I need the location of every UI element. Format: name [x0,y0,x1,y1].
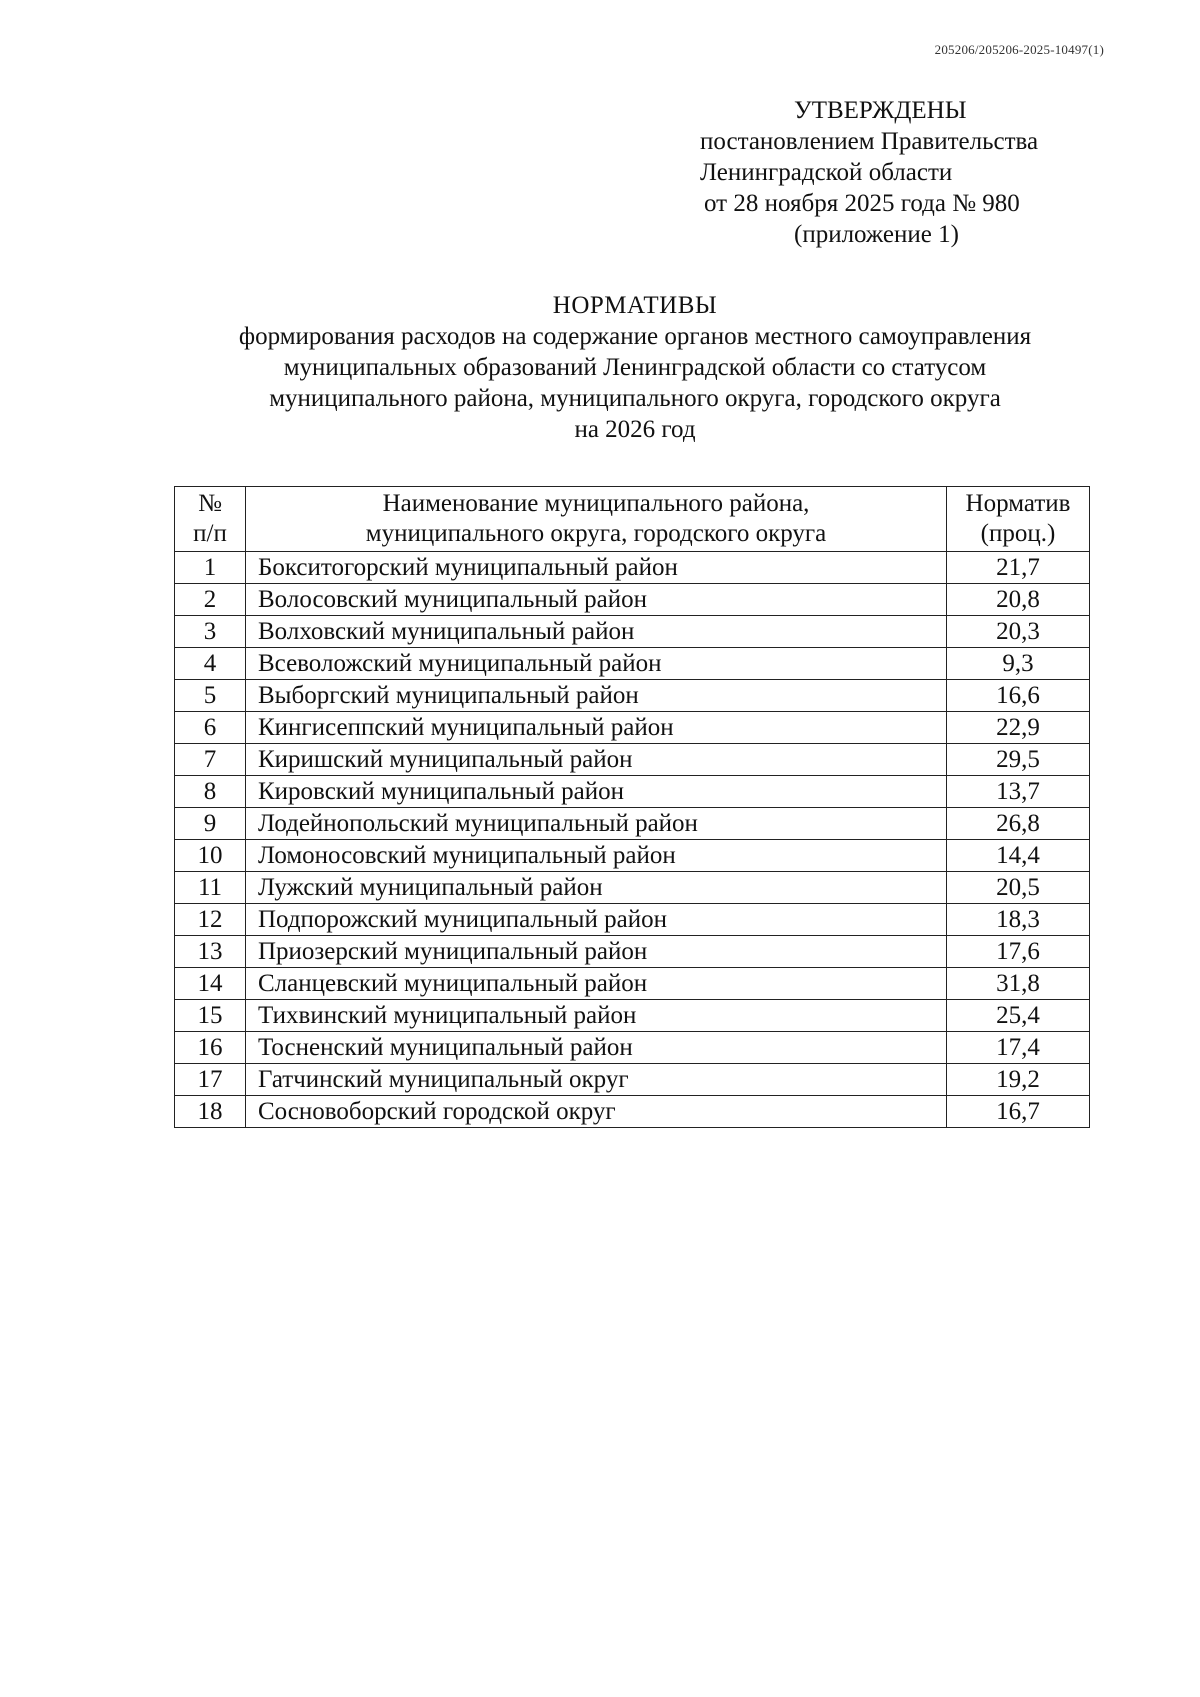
row-number: 11 [175,872,246,904]
document-subtitle-line-4: на 2026 год [574,416,696,443]
row-name: Тихвинский муниципальный район [246,1000,947,1032]
row-value: 16,6 [947,680,1090,712]
row-number: 9 [175,808,246,840]
header-value-line-1: Норматив [965,490,1071,517]
row-number: 6 [175,712,246,744]
header-number-line-1: № [198,490,222,517]
row-name: Кингисеппский муниципальный район [246,712,947,744]
row-value: 20,5 [947,872,1090,904]
row-number: 14 [175,968,246,1000]
row-name: Подпорожский муниципальный район [246,904,947,936]
row-name: Сланцевский муниципальный район [246,968,947,1000]
document-title: НОРМАТИВЫ [552,292,718,319]
row-number: 17 [175,1064,246,1096]
document-subtitle-line-1: формирования расходов на содержание органов местного самоуправления [238,323,1032,350]
header-name [246,487,947,552]
row-name: Киришский муниципальный район [246,744,947,776]
table-row [175,712,1090,744]
row-number: 12 [175,904,246,936]
row-name: Лужский муниципальный район [246,872,947,904]
table-row [175,1064,1090,1096]
row-value: 9,3 [947,648,1090,680]
approval-line-appendix: (приложение 1) [794,221,959,248]
header-value [947,487,1090,552]
normatives-table [174,486,1090,1128]
row-value: 20,3 [947,616,1090,648]
row-name: Кировский муниципальный район [246,776,947,808]
row-value: 26,8 [947,808,1090,840]
table-row [175,1096,1090,1128]
row-value: 22,9 [947,712,1090,744]
row-number: 18 [175,1096,246,1128]
row-name: Сосновоборский городской округ [246,1096,947,1128]
header-number-line-2: п/п [193,520,227,547]
row-value: 21,7 [947,552,1090,584]
row-name: Бокситогорский муниципальный район [246,552,947,584]
table-row [175,680,1090,712]
row-value: 14,4 [947,840,1090,872]
table-row [175,1000,1090,1032]
row-value: 13,7 [947,776,1090,808]
row-value: 16,7 [947,1096,1090,1128]
document-id: 205206/205206-2025-10497(1) [934,42,1104,57]
row-name: Тосненский муниципальный район [246,1032,947,1064]
row-number: 4 [175,648,246,680]
header-name-line-2: муниципального округа, городского округа [365,520,827,547]
document-subtitle-line-2: муниципальных образований Ленинградской области со статусом [283,354,987,381]
table-row [175,808,1090,840]
row-value: 20,8 [947,584,1090,616]
row-name: Приозерский муниципальный район [246,936,947,968]
table-row [175,840,1090,872]
document-subtitle-line-3: муниципального района, муниципального округа, городского округа [269,385,1001,412]
row-name: Лодейнопольский муниципальный район [246,808,947,840]
table-row [175,968,1090,1000]
row-value: 25,4 [947,1000,1090,1032]
approval-stamp [700,95,1038,250]
row-name: Всеволожский муниципальный район [246,648,947,680]
approval-title: УТВЕРЖДЕНЫ [794,97,967,124]
row-number: 8 [175,776,246,808]
row-number: 15 [175,1000,246,1032]
approval-line-date: от 28 ноября 2025 года № 980 [704,190,1020,217]
table-row [175,776,1090,808]
row-value: 31,8 [947,968,1090,1000]
document-title-block [150,290,1120,445]
row-number: 1 [175,552,246,584]
row-number: 5 [175,680,246,712]
row-value: 18,3 [947,904,1090,936]
table-row [175,552,1090,584]
header-name-line-1: Наименование муниципального района, [382,490,810,517]
table-row [175,904,1090,936]
row-name: Выборгский муниципальный район [246,680,947,712]
table-row [175,1032,1090,1064]
row-number: 7 [175,744,246,776]
row-number: 10 [175,840,246,872]
approval-line-resolution: постановлением Правительства [700,128,1039,155]
table-row [175,744,1090,776]
row-name: Волосовский муниципальный район [246,584,947,616]
normatives-table-container [174,486,1090,1128]
table-row [175,648,1090,680]
row-value: 17,4 [947,1032,1090,1064]
approval-line-region: Ленинградской области [700,159,953,186]
table-row [175,872,1090,904]
row-name: Ломоносовский муниципальный район [246,840,947,872]
row-number: 13 [175,936,246,968]
row-value: 17,6 [947,936,1090,968]
table-row [175,936,1090,968]
row-number: 16 [175,1032,246,1064]
table-row [175,616,1090,648]
table-row [175,584,1090,616]
header-number [175,487,246,552]
row-name: Волховский муниципальный район [246,616,947,648]
row-number: 3 [175,616,246,648]
row-number: 2 [175,584,246,616]
row-value: 19,2 [947,1064,1090,1096]
row-value: 29,5 [947,744,1090,776]
table-header-row [175,487,1090,552]
header-value-line-2: (проц.) [980,520,1056,547]
row-name: Гатчинский муниципальный округ [246,1064,947,1096]
